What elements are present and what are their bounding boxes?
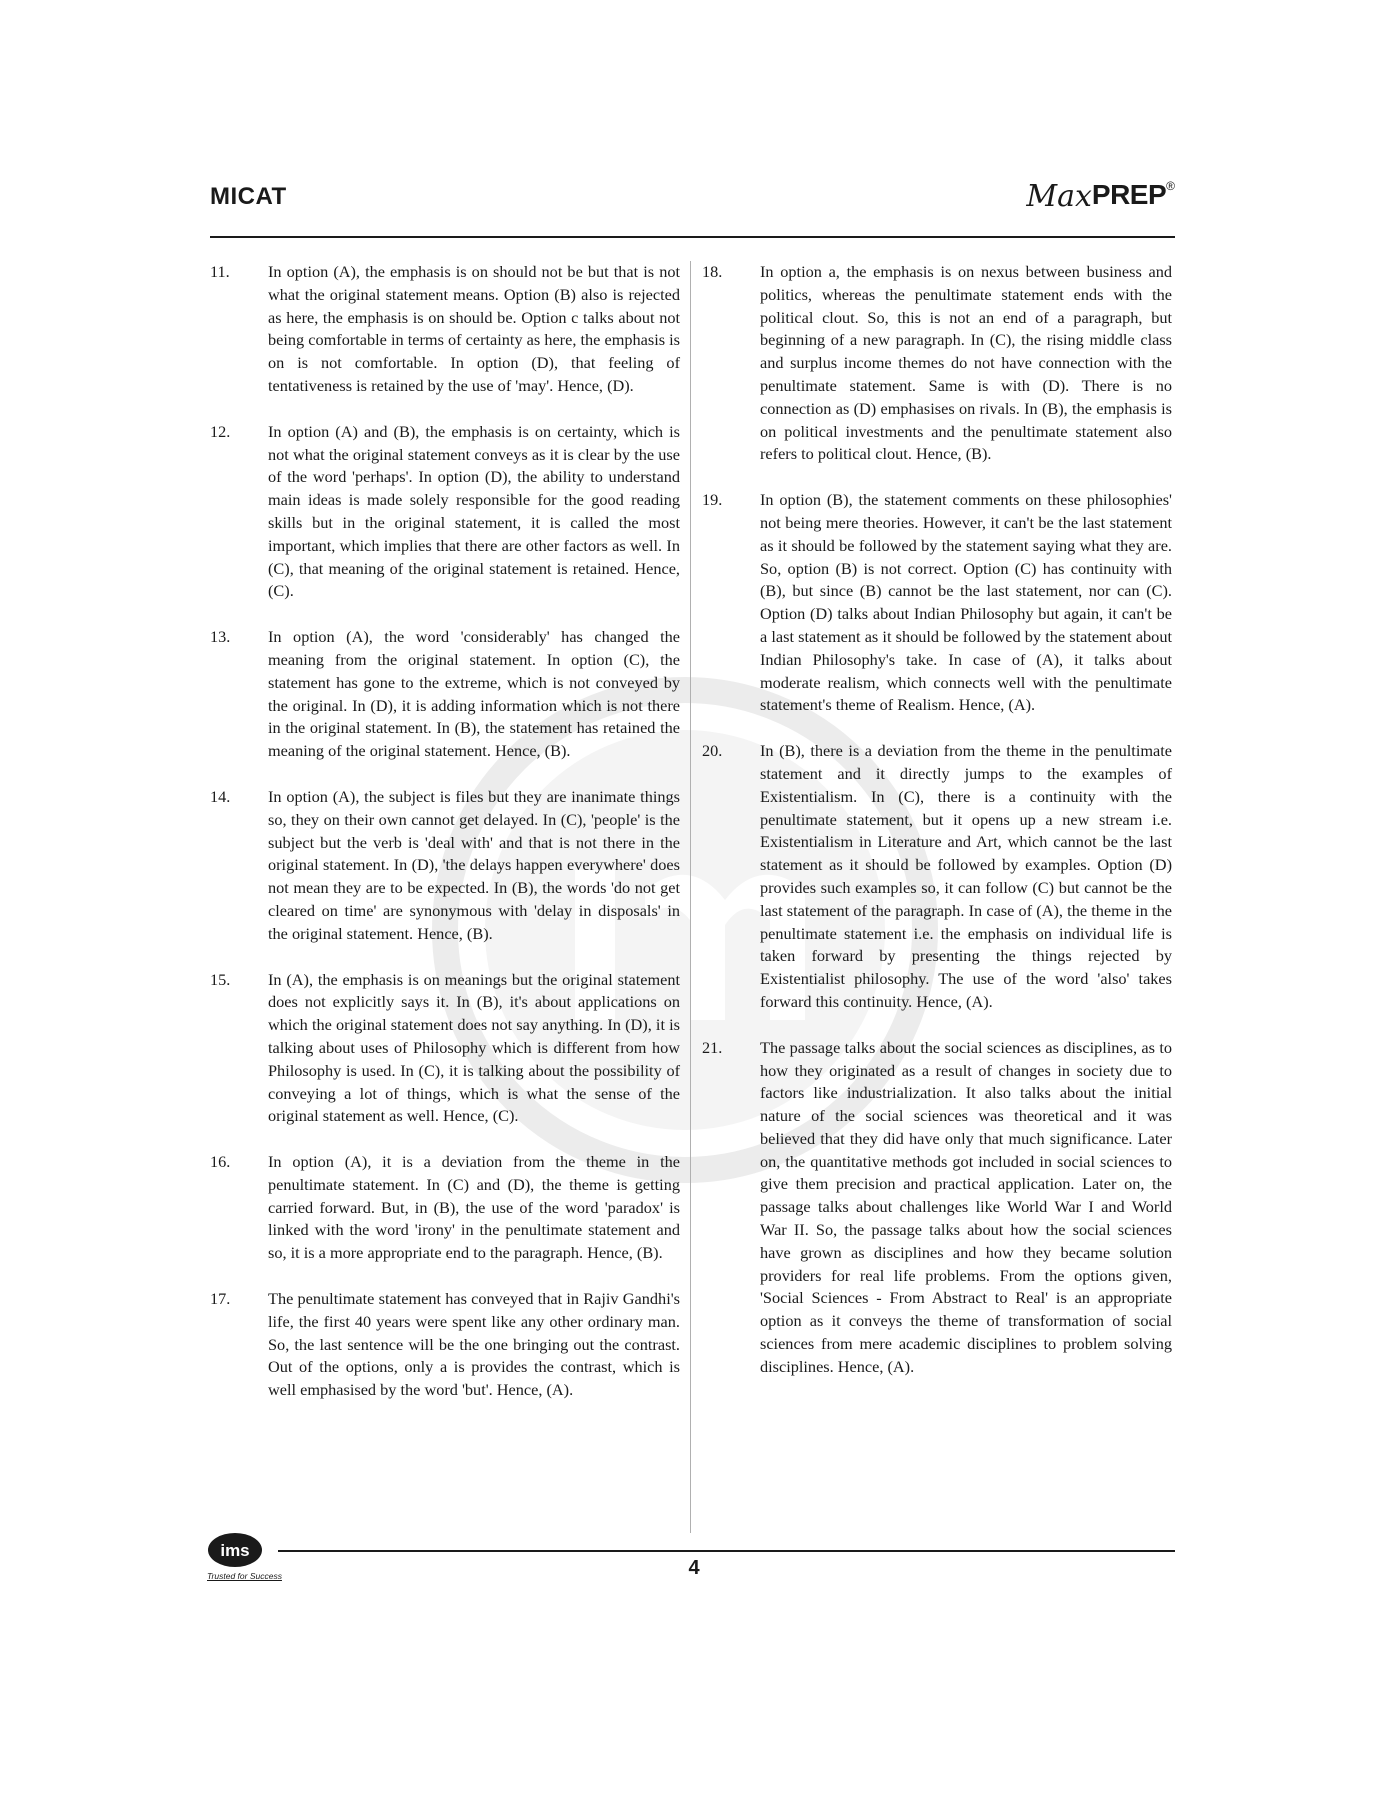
explanation-text: In option (A), the word 'considerably' has changed the meaning from the original statement. In option (C), the statement has gone to the extreme, which is not conveyed by the original. In (D), it is adding information which is not there in the original statement. In (B), the statement has retained the meaning of the original statement. Hence, (B). [268,627,680,761]
column-divider [690,261,691,1533]
answer-item [702,1037,1172,1379]
question-number: 14. [210,786,231,806]
explanation-text: In (A), the emphasis is on meanings but the original statement does not explicitly says it. In (B), it's about applications on which the original statement does not say anything. In (D), it is talking about uses of Philosophy which is different from how Philosophy is used. In (C), it is talking about the possibility of conveying a lot of things, which is what the sense of the original statement as well. Hence, (C). [268,969,680,1126]
footer-rule [278,1550,1175,1552]
question-number: 12. [210,421,231,441]
question-number: 21. [702,1037,723,1057]
question-number: 16. [210,1152,231,1172]
answer-item [210,1288,680,1402]
explanation-text: In option (B), the statement comments on these philosophies' not being mere theories. However, it can't be the last statement as it should be followed by the statement saying what they are. So, option (B) is not correct. Option (C) has continuity with (B), but since (B) cannot be the last statement, nor can (C). Option (D) talks about Indian Philosophy but again, it can't be a last statement as it should be followed by the statement about Indian Philosophy's take. In case of (A), it talks about moderate realism, which connects well with the penultimate statement's theme of Realism. Hence, (A). [760,490,1172,715]
registered-mark: ® [1166,179,1175,193]
logo-tagline: Trusted for Success [207,1571,282,1581]
answer-item [702,489,1172,717]
explanation-text: In option (A) and (B), the emphasis is on certainty, which is not what the original statement conveys as it is clear by the use of the word 'perhaps'. In option (D), the ability to understand main ideas is made solely responsible for the good reading skills but in the original statement, it is called the most important, which implies that there are other factors as well. In (C), that meaning of the original statement is retained. Hence, (C). [268,421,680,601]
exam-title: MICAT [210,183,287,210]
answer-item [210,1151,680,1265]
right-column [702,261,1172,1402]
explanation-text: The passage talks about the social sciences as disciplines, as to how they originated as a result of changes in society due to factors like industrialization. It also talks about the initial nature of the social sciences was theoretical and it was believed that they did have only that much significance. Later on, the quantitative methods got included in social sciences to give them precision and practical application. Later on, the passage talks about challenges like World War I and World War II. So, the passage talks about how the social sciences have grown as disciplines and how they became solution providers for real life problems. From the options given, 'Social Sciences - From Abstract to Real' is an appropriate option as it conveys the theme of transformation of social sciences from mere academic disciplines to problem solving disciplines. Hence, (A). [760,1037,1172,1376]
question-number: 11. [210,262,230,281]
answer-item [210,261,680,398]
answer-item [210,786,680,946]
brand-script: Max [1026,179,1092,214]
question-number: 15. [210,969,231,989]
explanation-text: In option (A), the emphasis is on should not be but that is not what the original statement means. Option (B) also is rejected as here, the emphasis is on should be. Option c talks about not being comfortable in terms of certainty as here, the emphasis is on is not comfortable. In option (D), that feeling of tentativeness is retained by the use of 'may'. Hence, (D). [268,262,680,395]
question-number: 13. [210,627,231,647]
page-header [210,163,1175,237]
maxprep-logo [1026,165,1175,225]
answer-item [210,969,680,1129]
explanation-text: In option (A), it is a deviation from the theme in the penultimate statement. In (C) and (D), the theme is getting carried forward. But, in (B), the use of the word 'paradox' is linked with the word 'irony' in the penultimate statement and so, it is a more appropriate end to the paragraph. Hence, (B). [268,1152,680,1263]
page-number: 4 [688,1557,700,1579]
explanation-text: In option (A), the subject is files but they are inanimate things so, they on their own cannot get delayed. In (C), 'people' is the subject but the verb is 'deal with' and that is not there in the original statement. In (D), 'the delays happen everywhere' does not mean they are to be expected. In (B), the words 'do not get cleared on time' are synonymous with 'delay in disposals' in the original statement. Hence, (B). [268,786,680,943]
answer-item [702,740,1172,1014]
explanation-text: In option a, the emphasis is on nexus between business and politics, whereas the penultimate statement ends with the political clout. So, this is not an end of a paragraph, but beginning of a new paragraph. In (C), the rising middle class and surplus income themes do not have connection with the penultimate statement. Same is with (D). There is no connection as (D) emphasises on rivals. In (B), the emphasis is on political investments and the penultimate statement also refers to political clout. Hence, (B). [760,262,1172,464]
ims-logo-text: ims [220,1541,250,1560]
question-number: 19. [702,490,723,510]
explanation-text: The penultimate statement has conveyed that in Rajiv Gandhi's life, the first 40 years were spent like any other ordinary man. So, the last sentence will be the one bringing out the contrast. Out of the options, only a is provides the contrast, which is well emphasised by the word 'but'. Hence, (A). [268,1289,680,1400]
question-number: 18. [702,262,723,281]
answer-item [702,261,1172,466]
header-rule [210,236,1175,238]
left-column [210,261,680,1425]
answer-item [210,421,680,603]
brand-bold: PREP [1091,179,1167,210]
question-number: 20. [702,741,723,761]
question-number: 17. [210,1289,231,1309]
answer-item [210,626,680,763]
explanation-text: In (B), there is a deviation from the theme in the penultimate statement and it directly jumps to the examples of Existentialism. In (C), there is a continuity with the penultimate statement, but it opens up a new stream i.e. Existentialism in Literature and Art, which cannot be the last statement as it should be followed by examples. Option (D) provides such examples so, it can follow (C) but cannot be the last statement of the paragraph. In case of (A), the theme in the penultimate statement i.e. the emphasis on individual life is taken forward by presenting the things rejected by Existentialist philosophy. The use of the word 'also' takes forward this continuity. Hence, (A). [760,741,1172,1011]
